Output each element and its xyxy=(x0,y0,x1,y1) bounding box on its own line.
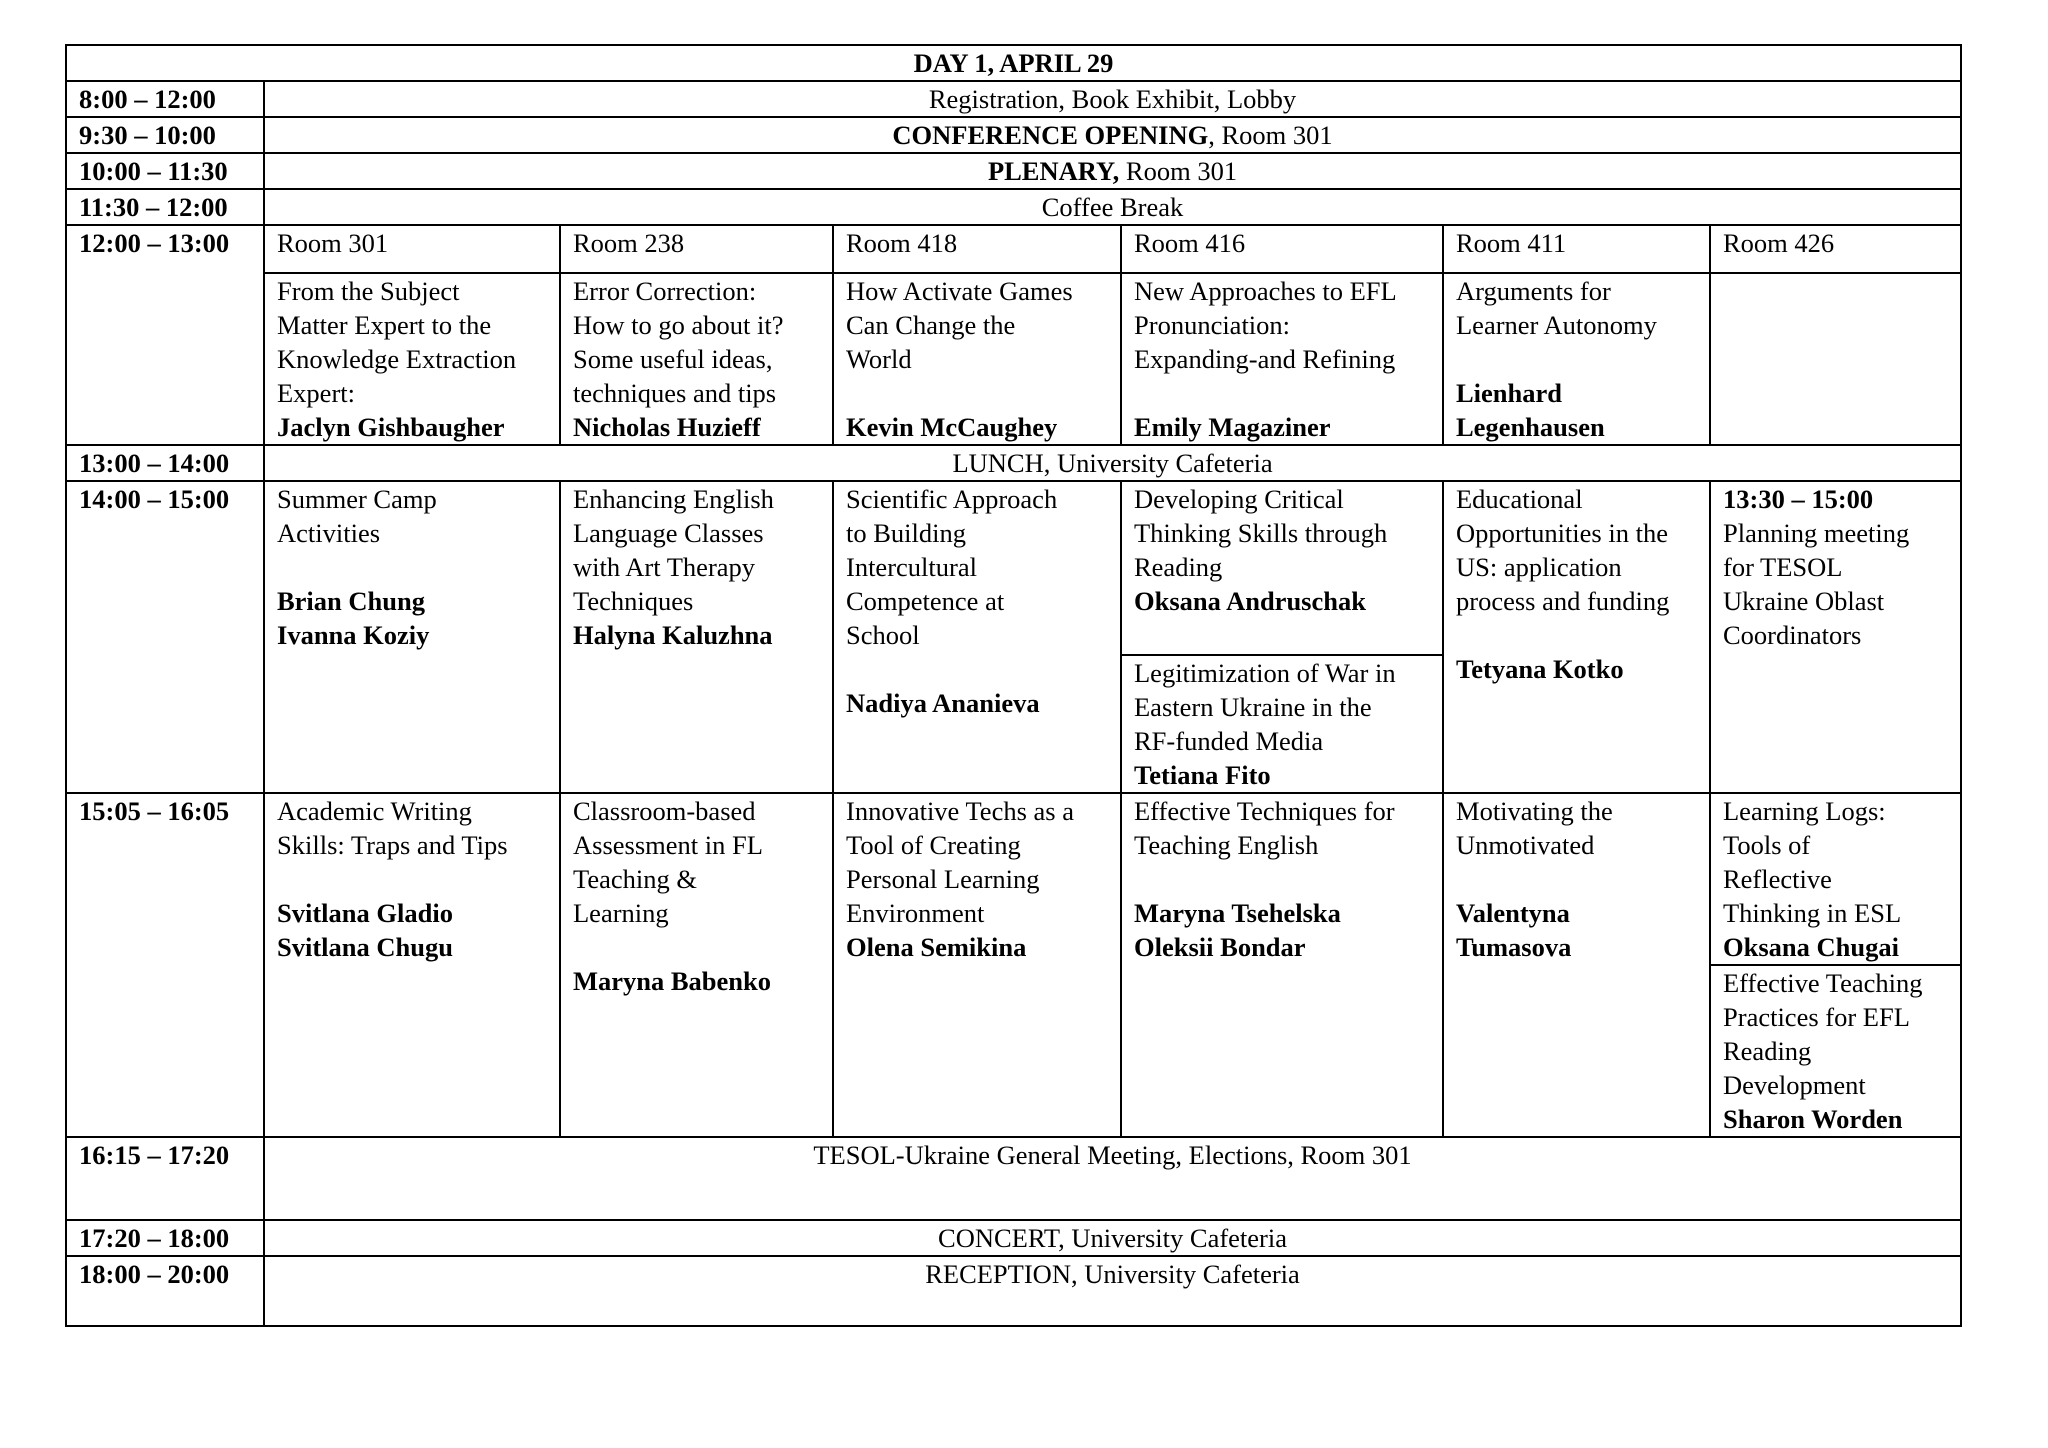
session-title-line: with Art Therapy xyxy=(573,552,756,582)
session-title-line: How Activate Games xyxy=(846,276,1073,306)
time-cell: 18:00 – 20:00 xyxy=(66,1256,264,1326)
session-cell xyxy=(1710,793,1961,965)
session-title-line: World xyxy=(846,344,912,374)
speaker-name: Valentyna xyxy=(1456,898,1570,928)
session-title-line: Arguments for xyxy=(1456,276,1611,306)
speaker-name: Oleksii Bondar xyxy=(1134,932,1306,962)
session-title-line: Teaching English xyxy=(1134,830,1319,860)
session-title-line xyxy=(1456,862,1697,896)
session-cell xyxy=(833,793,1121,1137)
plenary-room: Room 301 xyxy=(1119,156,1238,186)
planning-title xyxy=(1723,516,1948,652)
session-title-line xyxy=(1456,618,1697,652)
session-title-line xyxy=(573,930,820,964)
session-cell xyxy=(1121,273,1443,445)
session-title-line: Eastern Ukraine in the xyxy=(1134,692,1372,722)
time-cell: 10:00 – 11:30 xyxy=(66,153,264,189)
rooms-row xyxy=(66,225,1961,273)
session-title-line: Thinking Skills through xyxy=(1134,518,1388,548)
session-title-line: Tool of Creating xyxy=(846,830,1021,860)
time-cell: 13:00 – 14:00 xyxy=(66,445,264,481)
session-title-line: Enhancing English xyxy=(573,484,774,514)
speaker-name: Oksana Chugai xyxy=(1723,932,1900,962)
session-cell xyxy=(1710,273,1961,445)
session-title-line: Legitimization of War in xyxy=(1134,658,1396,688)
session-title-line: Academic Writing xyxy=(277,796,472,826)
session-title-line: Environment xyxy=(846,898,985,928)
room-header-416: Room 416 xyxy=(1121,225,1443,273)
session1-row xyxy=(66,273,1961,445)
session-cell xyxy=(1121,481,1443,655)
session-title-line: From the Subject xyxy=(277,276,460,306)
session-title-line: Scientific Approach xyxy=(846,484,1058,514)
session-title-line: Activities xyxy=(277,518,381,548)
meeting-text: TESOL-Ukraine General Meeting, Elections, Room 301 xyxy=(264,1137,1961,1220)
session-title-line: Competence at xyxy=(846,586,1005,616)
session-title-line: Pronunciation: xyxy=(1134,310,1291,340)
room-header-411: Room 411 xyxy=(1443,225,1710,273)
session-title-line: Motivating the xyxy=(1456,796,1613,826)
session-title-line: New Approaches to EFL xyxy=(1134,276,1397,306)
session2-row-a xyxy=(66,481,1961,655)
session-cell xyxy=(1121,655,1443,793)
time-cell: 12:00 – 13:00 xyxy=(66,225,264,445)
lunch-row xyxy=(66,445,1961,481)
speaker-name: Svitlana Chugu xyxy=(277,932,454,962)
speaker-name: Jaclyn Gishbaugher xyxy=(277,412,505,442)
session-title-line xyxy=(846,652,1108,686)
session-cell xyxy=(560,793,833,1137)
session-title-line: Expanding-and Refining xyxy=(1134,344,1396,374)
session-title-line: Language Classes xyxy=(573,518,764,548)
session-title-line: Effective Techniques for xyxy=(1134,796,1395,826)
session-cell xyxy=(833,273,1121,445)
speaker-name: Tetyana Kotko xyxy=(1456,654,1624,684)
session-title-line: Teaching & xyxy=(573,864,697,894)
opening-text xyxy=(264,117,1961,153)
session-title-line: process and funding xyxy=(1456,586,1670,616)
session-title-line: for TESOL xyxy=(1723,552,1843,582)
session-title-line: Tools of xyxy=(1723,830,1811,860)
time-cell: 11:30 – 12:00 xyxy=(66,189,264,225)
opening-title: CONFERENCE OPENING xyxy=(892,120,1209,150)
session-title-line: Error Correction: xyxy=(573,276,757,306)
session-cell xyxy=(560,273,833,445)
meeting-row xyxy=(66,1137,1961,1220)
speaker-name: Tetiana Fito xyxy=(1134,760,1271,790)
session-cell xyxy=(1443,273,1710,445)
session3-row-a xyxy=(66,793,1961,965)
session-title-line: Thinking in ESL xyxy=(1723,898,1902,928)
speaker-name: Emily Magaziner xyxy=(1134,412,1331,442)
session-cell xyxy=(560,481,833,793)
opening-room: , Room 301 xyxy=(1208,120,1333,150)
registration-row xyxy=(66,81,1961,117)
session-title-line: US: application xyxy=(1456,552,1622,582)
session-cell xyxy=(833,481,1121,793)
session-title-line: Techniques xyxy=(573,586,694,616)
speaker-name: Oksana Andruschak xyxy=(1134,586,1366,616)
planning-meeting-cell xyxy=(1710,481,1961,793)
time-cell: 14:00 – 15:00 xyxy=(66,481,264,793)
room-header-238: Room 238 xyxy=(560,225,833,273)
session-title-line: Innovative Techs as a xyxy=(846,796,1074,826)
session-title-line: Reading xyxy=(1134,552,1223,582)
session-title-line: to Building xyxy=(846,518,967,548)
session-title-line: Learning xyxy=(573,898,669,928)
session-title-line: techniques and tips xyxy=(573,378,777,408)
session-title-line: School xyxy=(846,620,920,650)
session-title-line: Skills: Traps and Tips xyxy=(277,830,508,860)
session-cell xyxy=(1121,793,1443,1137)
speaker-name: Maryna Tsehelska xyxy=(1134,898,1341,928)
speaker-name: Tumasova xyxy=(1456,932,1572,962)
session-title-line: Matter Expert to the xyxy=(277,310,492,340)
session-cell xyxy=(264,481,560,793)
registration-text: Registration, Book Exhibit, Lobby xyxy=(264,81,1961,117)
speaker-name: Legenhausen xyxy=(1456,412,1605,442)
speaker-name: Svitlana Gladio xyxy=(277,898,453,928)
session-title-line: Coordinators xyxy=(1723,620,1862,650)
schedule-table xyxy=(65,44,1962,1327)
speaker-name: Nicholas Huzieff xyxy=(573,412,761,442)
coffee-text: Coffee Break xyxy=(264,189,1961,225)
session-title-line: Effective Teaching xyxy=(1723,968,1923,998)
session-title-line: Personal Learning xyxy=(846,864,1040,894)
concert-row xyxy=(66,1220,1961,1256)
day-title: DAY 1, APRIL 29 xyxy=(66,45,1961,81)
reception-text: RECEPTION, University Cafeteria xyxy=(264,1256,1961,1326)
session-title-line: Reading xyxy=(1723,1036,1812,1066)
speaker-name: Lienhard xyxy=(1456,378,1563,408)
session-title-line: Practices for EFL xyxy=(1723,1002,1910,1032)
session-cell xyxy=(1710,965,1961,1137)
plenary-text xyxy=(264,153,1961,189)
session-cell xyxy=(264,793,560,1137)
session-title-line: Some useful ideas, xyxy=(573,344,773,374)
coffee-row xyxy=(66,189,1961,225)
time-cell: 15:05 – 16:05 xyxy=(66,793,264,1137)
speaker-name: Ivanna Koziy xyxy=(277,620,430,650)
speaker-name: Maryna Babenko xyxy=(573,966,772,996)
session-title-line: Assessment in FL xyxy=(573,830,763,860)
session-title-line: Expert: xyxy=(277,378,355,408)
speaker-name: Brian Chung xyxy=(277,586,426,616)
session-title-line: Classroom-based xyxy=(573,796,756,826)
reception-row xyxy=(66,1256,1961,1326)
session-title-line: Intercultural xyxy=(846,552,977,582)
session-title-line: Development xyxy=(1723,1070,1866,1100)
session-title-line: Ukraine Oblast xyxy=(1723,586,1885,616)
session-title-line xyxy=(1456,342,1697,376)
time-cell: 17:20 – 18:00 xyxy=(66,1220,264,1256)
session-title-line xyxy=(846,376,1108,410)
opening-row xyxy=(66,117,1961,153)
day-header-row xyxy=(66,45,1961,81)
session-cell xyxy=(1443,481,1710,793)
session-title-line xyxy=(1134,862,1430,896)
time-cell: 9:30 – 10:00 xyxy=(66,117,264,153)
session-title-line: Reflective xyxy=(1723,864,1832,894)
session-title-line xyxy=(277,862,547,896)
plenary-row xyxy=(66,153,1961,189)
session-title-line: RF-funded Media xyxy=(1134,726,1324,756)
room-header-418: Room 418 xyxy=(833,225,1121,273)
session-title-line: Unmotivated xyxy=(1456,830,1595,860)
session-cell xyxy=(1443,793,1710,1137)
session-title-line: How to go about it? xyxy=(573,310,784,340)
plenary-title: PLENARY, xyxy=(987,156,1120,186)
room-header-426: Room 426 xyxy=(1710,225,1961,273)
session-title-line: Planning meeting xyxy=(1723,518,1910,548)
session-title-line: Can Change the xyxy=(846,310,1016,340)
session-title-line: Summer Camp xyxy=(277,484,437,514)
session-title-line: Learning Logs: xyxy=(1723,796,1886,826)
time-cell: 16:15 – 17:20 xyxy=(66,1137,264,1220)
session-title-line: Developing Critical xyxy=(1134,484,1344,514)
speaker-name: Halyna Kaluzhna xyxy=(573,620,773,650)
session-title-line xyxy=(1134,376,1430,410)
concert-text: CONCERT, University Cafeteria xyxy=(264,1220,1961,1256)
planning-time: 13:30 – 15:00 xyxy=(1723,484,1874,514)
room-header-301: Room 301 xyxy=(264,225,560,273)
session-title-line: Opportunities in the xyxy=(1456,518,1668,548)
session-title-line: Knowledge Extraction xyxy=(277,344,517,374)
session-title-line xyxy=(277,550,547,584)
session-title-line: Learner Autonomy xyxy=(1456,310,1657,340)
speaker-name: Olena Semikina xyxy=(846,932,1027,962)
speaker-name: Sharon Worden xyxy=(1723,1104,1903,1134)
lunch-text: LUNCH, University Cafeteria xyxy=(264,445,1961,481)
speaker-name: Nadiya Ananieva xyxy=(846,688,1040,718)
session-cell xyxy=(264,273,560,445)
session-title-line: Educational xyxy=(1456,484,1583,514)
speaker-name: Kevin McCaughey xyxy=(846,412,1058,442)
time-cell: 8:00 – 12:00 xyxy=(66,81,264,117)
